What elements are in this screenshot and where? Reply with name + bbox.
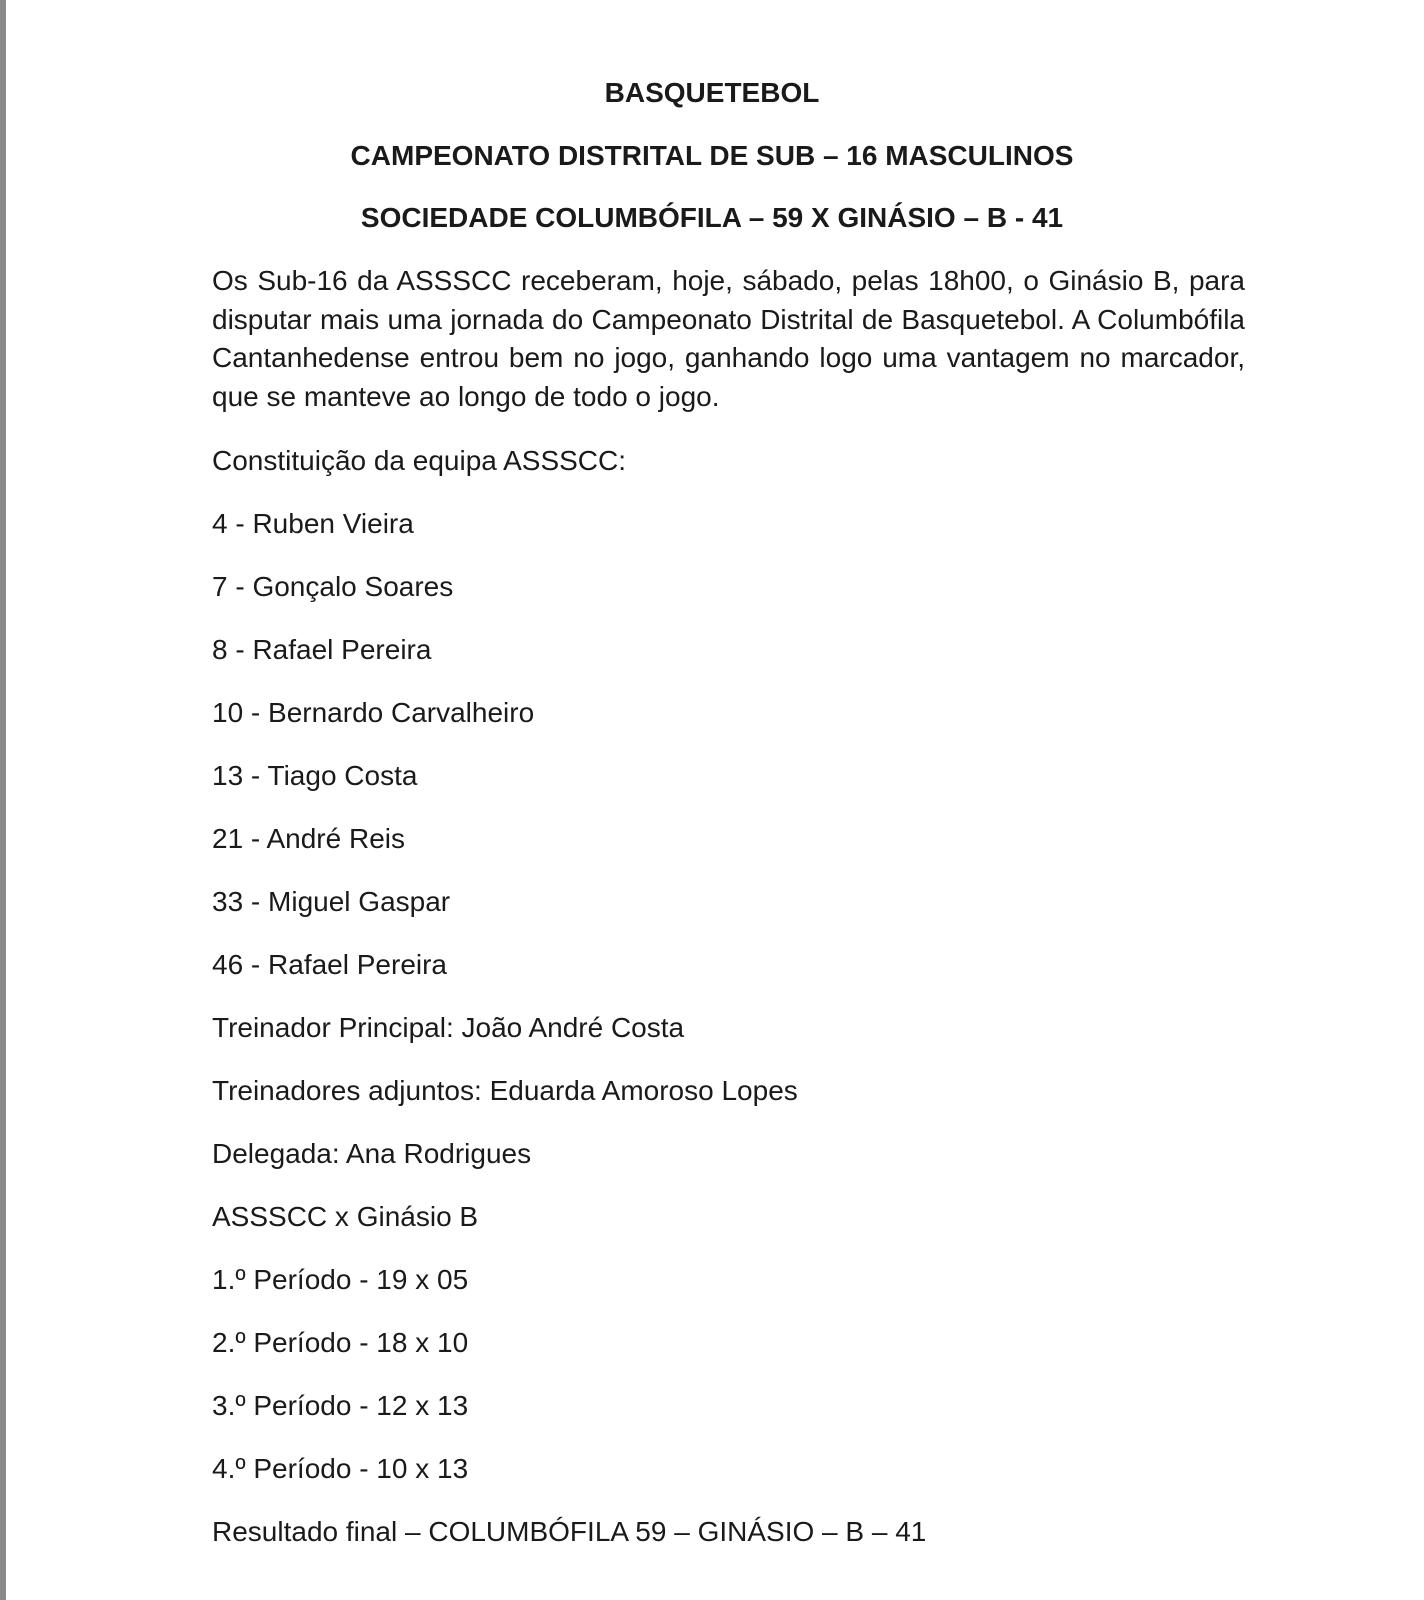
team-label: Constituição da equipa ASSSCC: <box>212 445 627 476</box>
player-line: 21 - André Reis <box>212 823 405 854</box>
final-result: Resultado final – COLUMBÓFILA 59 – GINÁSIO – B – 41 <box>212 1516 927 1547</box>
head-coach: Treinador Principal: João André Costa <box>212 1012 685 1043</box>
period-score: 2.º Período - 18 x 10 <box>212 1327 469 1358</box>
matchup: ASSSCC x Ginásio B <box>212 1201 479 1232</box>
assistant-coaches: Treinadores adjuntos: Eduarda Amoroso Lopes <box>212 1075 798 1106</box>
player-line: 10 - Bernardo Carvalheiro <box>212 697 535 728</box>
period-score: 1.º Período - 19 x 05 <box>212 1264 469 1295</box>
player-line: 33 - Miguel Gaspar <box>212 886 451 917</box>
period-score: 3.º Período - 12 x 13 <box>212 1390 469 1421</box>
player-line: 8 - Rafael Pereira <box>212 634 432 665</box>
player-line: 13 - Tiago Costa <box>212 760 418 791</box>
period-score: 4.º Período - 10 x 13 <box>212 1453 469 1484</box>
match-heading: SOCIEDADE COLUMBÓFILA – 59 X GINÁSIO – B - 41 <box>360 202 1064 233</box>
player-line: 46 - Rafael Pereira <box>212 949 448 980</box>
document-subtitle: CAMPEONATO DISTRITAL DE SUB – 16 MASCULINOS <box>350 140 1074 171</box>
delegate: Delegada: Ana Rodrigues <box>212 1138 532 1169</box>
player-line: 4 - Ruben Vieira <box>212 508 414 539</box>
player-line: 7 - Gonçalo Soares <box>212 571 454 602</box>
document-title: BASQUETEBOL <box>604 77 820 108</box>
intro-paragraph: Os Sub-16 da ASSSCC receberam, hoje, sábado, pelas 18h00, o Ginásio B, para disputar mais uma jornada do Campeonato Distrital de Basquetebol. A Columbófila Cantanhedense entrou bem no jogo, ganhando logo uma vantagem no marcador, que se manteve ao longo de todo o jogo. <box>212 265 1245 412</box>
